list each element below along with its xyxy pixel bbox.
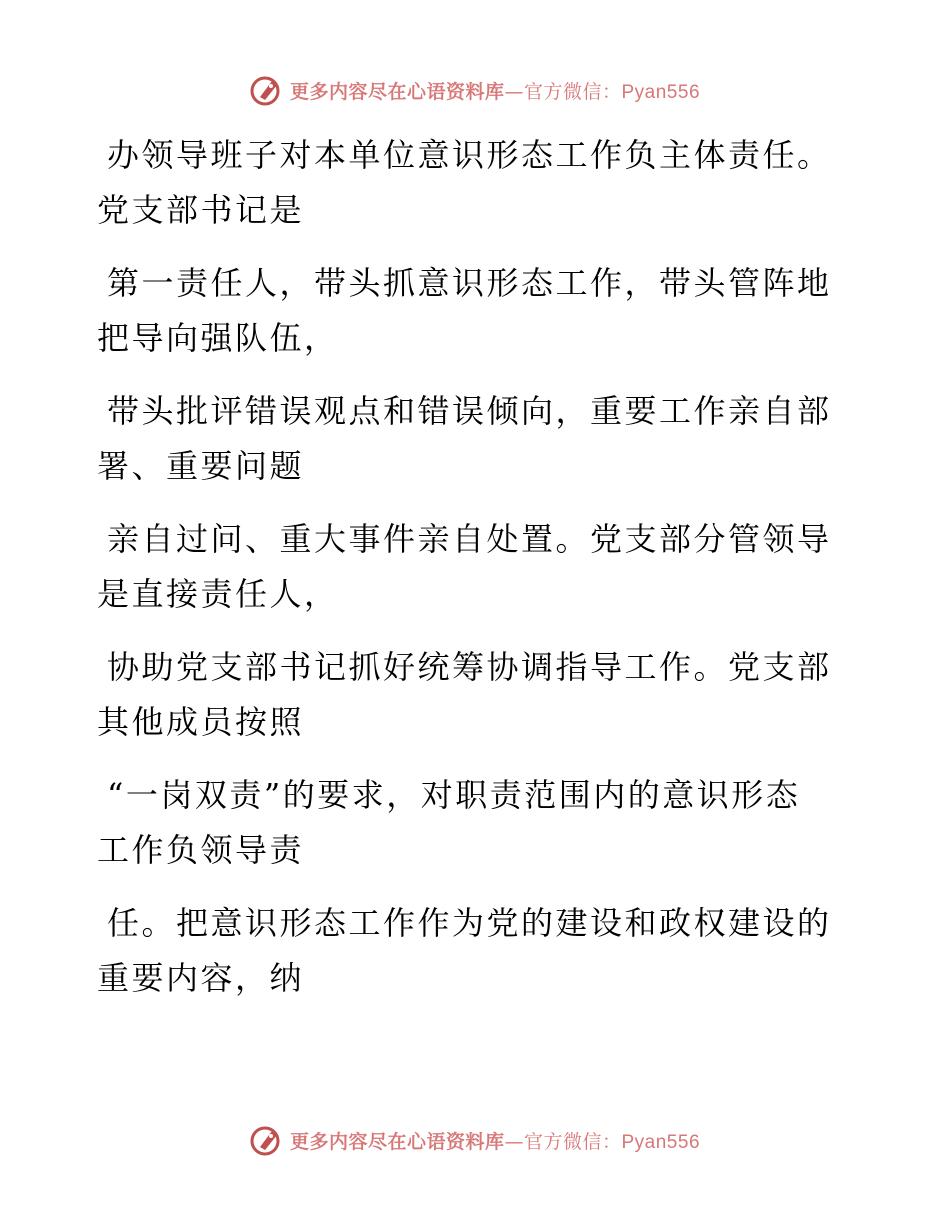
banner-main-text: 更多内容尽在心语资料库 [289,80,505,103]
banner-label: 官方微信： [523,1130,622,1153]
paragraph-line: 任。把意识形态工作作为党的建设和政权建设的 [107,904,832,942]
banner-wechat-id: Pyan556 [621,1131,701,1153]
banner-separator: — [504,80,524,103]
paragraph-line: 党支部书记是 [97,191,305,229]
paragraph [97,384,837,494]
header-banner [0,70,950,110]
footer-banner [0,1120,950,1160]
paragraph-line: 协助党支部书记抓好统筹协调指导工作。党支部 [107,648,832,686]
paragraph [97,896,837,1006]
paragraph-line: “一岗双责”的要求，对职责范围内的意识形态 [107,776,801,814]
banner-main-text: 更多内容尽在心语资料库 [289,1130,505,1153]
paragraph-line: 把导向强队伍， [97,319,339,357]
paragraph-line: 第一责任人，带头抓意识形态工作，带头管阵地 [107,264,832,302]
paragraph [97,512,837,622]
paragraph [97,256,837,366]
banner-wechat-id: Pyan556 [621,81,701,103]
paragraph-line: 重要内容，纳 [97,959,305,997]
pen-nib-logo-icon [250,1123,284,1157]
paragraph [97,640,837,750]
paragraph-line: 办领导班子对本单位意识形态工作负主体责任。 [107,136,832,174]
paragraph [97,128,837,238]
banner-label: 官方微信： [523,80,622,103]
paragraph [97,768,837,878]
banner-separator: — [504,1130,524,1153]
document-body [97,128,837,1024]
paragraph-line: 是直接责任人， [97,575,339,613]
paragraph-line: 署、重要问题 [97,447,305,485]
paragraph-line: 工作负领导责 [97,831,305,869]
paragraph-line: 亲自过问、重大事件亲自处置。党支部分管领导 [107,520,832,558]
paragraph-line: 其他成员按照 [97,703,305,741]
paragraph-line: 带头批评错误观点和错误倾向，重要工作亲自部 [107,392,832,430]
pen-nib-logo-icon [250,73,284,107]
